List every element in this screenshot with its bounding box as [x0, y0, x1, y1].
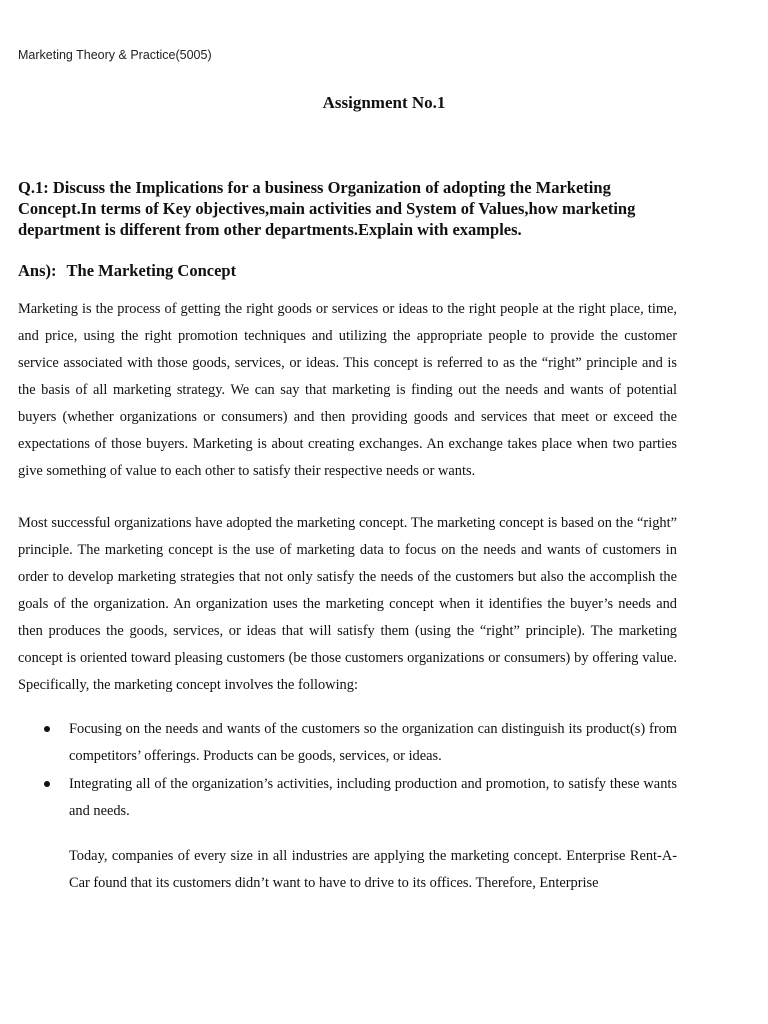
answer-prefix: Ans):	[18, 261, 57, 280]
question-text: Q.1: Discuss the Implications for a business Organization of adopting the Marketing Concept.In terms of Key objectives,main activities and System of Values,how marketing department is different from other departments.Explain with examples.	[18, 178, 636, 239]
list-item	[0, 716, 677, 770]
list-item-text: Integrating all of the organization’s activities, including production and promotion, to satisfy these wants and needs.	[69, 776, 677, 819]
paragraph-1: Marketing is the process of getting the right goods or services or ideas to the right people at the right place, time, and price, using the right promotion techniques and utilizing the appropriate people to provide the customer service associated with those goods, services, or ideas. This concept is referred to as the “right” principle and is the basis of all marketing strategy. We can say that marketing is finding out the needs and wants of potential buyers (whether organizations or consumers) and then providing goods and services that meet or exceed the expectations of those buyers. Marketing is about creating exchanges. An exchange takes place when two parties give something of value to each other to satisfy their respective needs or wants.	[18, 301, 677, 479]
assignment-title: Assignment No.1	[322, 93, 446, 112]
answer-heading	[18, 261, 236, 281]
list-item	[0, 771, 677, 825]
course-header: Marketing Theory & Practice(5005)	[18, 48, 212, 62]
paragraph-3: Today, companies of every size in all industries are applying the marketing concept. Enterprise Rent-A-Car found that its customers didn’t want to have to drive to its offices. Therefore, Enterprise	[69, 848, 677, 891]
bullet-list	[0, 716, 768, 825]
bullet-dot-icon	[44, 781, 50, 787]
list-item-text: Focusing on the needs and wants of the customers so the organization can distinguish its product(s) from competitors’ offerings. Products can be goods, services, or ideas.	[69, 721, 677, 764]
paragraph-2: Most successful organizations have adopted the marketing concept. The marketing concept is based on the “right” principle. The marketing concept is the use of marketing data to focus on the needs and wants of customers in order to develop marketing strategies that not only satisfy the needs of the customers but also the accomplish the goals of the organization. An organization uses the marketing concept when it identifies the buyer’s needs and then produces the goods, services, or ideas that will satisfy them (using the “right” principle). The marketing concept is oriented toward pleasing customers (be those customers organizations or consumers) by offering value. Specifically, the marketing concept involves the following:	[18, 515, 677, 693]
answer-title: The Marketing Concept	[66, 261, 237, 280]
bullet-dot-icon	[44, 726, 50, 732]
